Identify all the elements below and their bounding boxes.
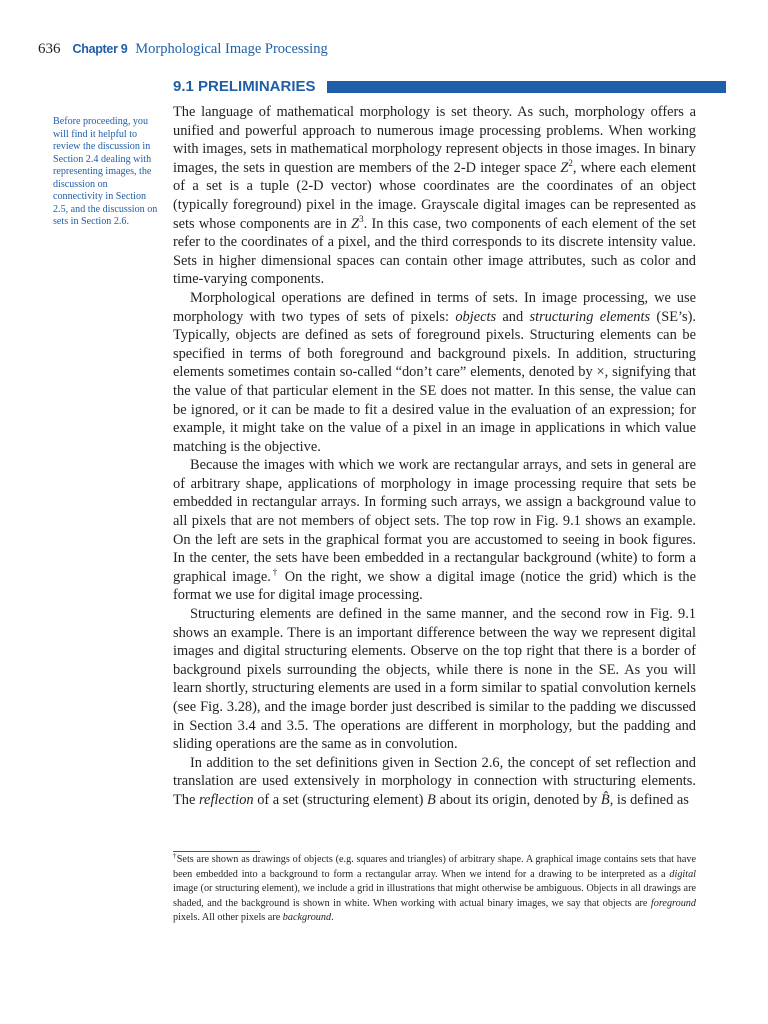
paragraph-2: Morphological operations are defined in terms of sets. In image processing, we use morphology with two types of sets of pixels: objects and structuring elements (SE’s). Typically, objects are defined as sets of foreground pixels. Structuring elements can be specified in terms of both foreground and background pixels. In addition, structuring elements sometimes contain so-called “don’t care” elements, denoted by ×, signifying that the value of that particular element in the SE does not matter. In this sense, the value can be ignored, or it can be made to fit a desired value in the evaluation of an expression; for example, it might take on the value of a pixel in an image in applications in which value matching is the objective. — [173, 289, 696, 455]
chapter-title: Morphological Image Processing — [135, 41, 328, 57]
margin-note-line: connectivity in Section — [53, 191, 147, 202]
margin-note-line: representing images, the — [53, 166, 152, 177]
margin-note-line: discussion on — [53, 178, 108, 190]
math-superscript: 3 — [359, 213, 364, 224]
section-heading — [173, 78, 726, 96]
margin-note-line: Section 2.4 dealing with — [53, 153, 152, 165]
margin-note-line: Before proceeding, you — [53, 116, 149, 127]
margin-note-line: will find it helpful to — [53, 128, 138, 140]
math-z: Z — [351, 215, 360, 232]
chapter-label: Chapter 9 — [72, 42, 128, 56]
footnote-marker: † — [173, 852, 177, 860]
paragraph-5: In addition to the set definitions given in Section 2.6, the concept of set reflection and translation are used extensively in morphology in connection with structuring elements. The reflection of a set (structuring element) B about its origin, denoted by B̂, is defined as — [173, 754, 696, 808]
section-rule-bar — [327, 81, 726, 93]
running-header — [38, 41, 328, 58]
margin-note — [53, 116, 159, 229]
margin-note-line: review the discussion in — [53, 141, 151, 152]
margin-note-line: 2.5, and the discussion on — [53, 203, 158, 215]
section-title: 9.1 PRELIMINARIES — [173, 78, 316, 95]
footnote-rule — [173, 851, 260, 852]
math-superscript: 2 — [568, 157, 573, 168]
footnote-marker: † — [270, 566, 280, 577]
paragraph-3: Because the images with which we work are rectangular arrays, and sets in general are of arbitrary shape, applications of morphology in image processing require that sets be embedded in rectangular arrays. In forming such arrays, we assign a background value to all pixels that are not members of object sets. The top row in Fig. 9.1 shows an example. On the left are sets in the graphical format you are accustomed to seeing in book figures. In the center, the sets have been embedded in a rectangular background (white) to form a graphical image.† On the right, we show a digital image (notice the grid) which is the format we use for digital image processing. — [173, 457, 696, 604]
margin-note-line: sets in Section 2.6. — [53, 216, 129, 227]
paragraph-4: Structuring elements are defined in the same manner, and the second row in Fig. 9.1 shows an example. There is an important difference between the way we represent digital images and digital structuring elements. Observe on the top right that there is a border of background pixels surrounding the objects, while there is none in the SE. As you will learn shortly, structuring elements are used in a form similar to spatial convolution kernels (see Fig. 3.28), and the image border just described is similar to the padding we discussed in Section 3.4 and 3.5. The operations are different in morphology, but the padding and sliding operations are the same as in convolution. — [173, 606, 696, 753]
math-z: Z — [560, 159, 569, 176]
footnote: †Sets are shown as drawings of objects (e.g. squares and triangles) of arbitrary shape. A graphical image contains sets that have been embedded into a background to form a rectangular array. When we intend for a drawing to be interpreted as a digital image (or structuring element), we include a grid in illustrations that might otherwise be ambiguous. Objects in all drawings are shaded, and the background is shown in white. When working with actual binary images, we say that objects are foreground pixels. All other pixels are background. — [173, 852, 697, 924]
paragraph-1: The language of mathematical morphology is set theory. As such, morphology offers a unified and powerful approach to numerous image processing problems. When working with images, sets in mathematical morphology represent objects in those images. In binary images, the sets in question are members of the 2-D integer space $Z^2$, where each element of a set is a tuple (2-D vector) whose coordinates are the coordinates of an object (typically foreground) pixel in the image. Grayscale digital images can be represented as sets whose components are in $Z^3$. In this case, two components of each element of the set refer to the coordinates of a pixel, and the third corresponds to its discrete intensity value. Sets in higher dimensional spaces can contain other image attributes, such as color and time-varying components. — [173, 104, 696, 288]
page-number: 636 — [38, 41, 61, 57]
body-text — [173, 103, 696, 810]
